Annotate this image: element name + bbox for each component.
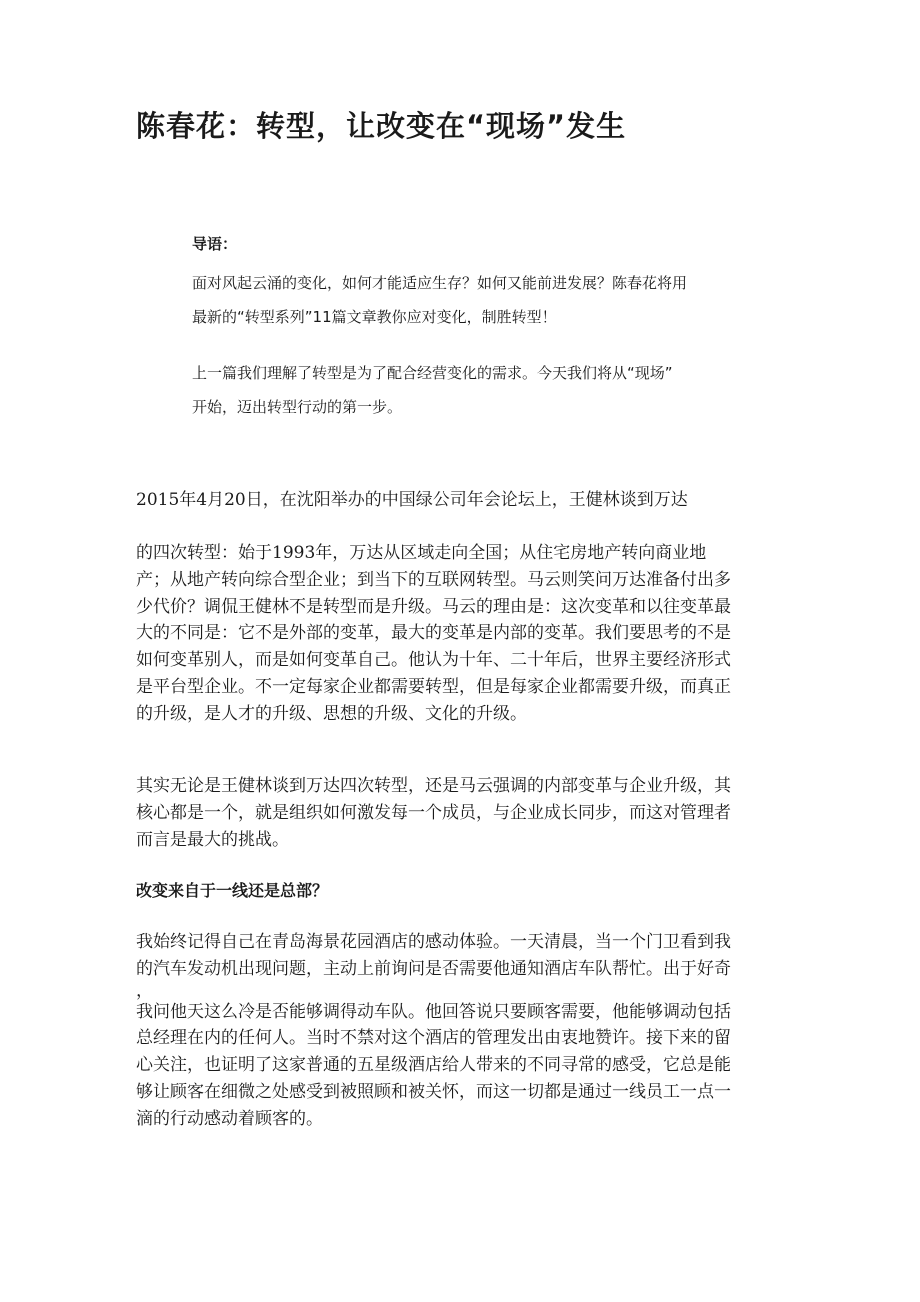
paragraph-3 — [136, 929, 786, 1133]
paragraph-line: 够让顾客在细微之处感受到被照顾和被关怀，而这一切都是通过一线员工一点一 — [136, 1081, 731, 1102]
paragraph-1-lead: 2015年4月20日，在沈阳举办的中国绿公司年会论坛上，王健林谈到万达 — [136, 490, 688, 510]
paragraph-line: 产；从地产转向综合型企业；到当下的互联网转型。马云则笑问万达准备付出多 — [136, 569, 731, 590]
intro-label: 导语： — [192, 235, 238, 253]
paragraph-line: 的汽车发动机出现问题，主动上前询问是否需要他通知酒店车队帮忙。出于好奇 — [136, 958, 731, 979]
paragraph-line: 我始终记得自己在青岛海景花园酒店的感动体验。一天清晨，当一个门卫看到我 — [136, 932, 731, 952]
paragraph-2 — [136, 773, 786, 853]
intro-line: 面对风起云涌的变化，如何才能适应生存？如何又能前进发展？陈春花将用 — [192, 274, 688, 292]
paragraph-line: 核心都是一个，就是组织如何激发每一个成员，与企业成长同步，而这对管理者 — [136, 802, 731, 823]
intro-spacer — [192, 334, 792, 356]
paragraph-line: 如何变革别人，而是如何变革自己。他认为十年、二十年后，世界主要经济形式 — [136, 650, 731, 671]
article-title: 陈春花：转型，让改变在“现场”发生 — [136, 109, 627, 143]
paragraph-1 — [136, 540, 786, 728]
intro-line: 最新的“转型系列”11篇文章教你应对变化，制胜转型！ — [192, 308, 557, 326]
paragraph-line: 的四次转型：始于1993年，万达从区域走向全国；从住宅房地产转向商业地 — [136, 543, 707, 563]
paragraph-line: 心关注，也证明了这家普通的五星级酒店给人带来的不同寻常的感受，它总是能 — [136, 1055, 731, 1076]
paragraph-line: 是平台型企业。不一定每家企业都需要转型，但是每家企业都需要升级，而真正 — [136, 676, 731, 697]
paragraph-line: 而言是最大的挑战。 — [136, 829, 289, 850]
paragraph-line: 总经理在内的任何人。当时不禁对这个酒店的管理发出由衷地赞许。接下来的留 — [136, 1028, 731, 1049]
intro-line: 开始，迈出转型行动的第一步。 — [192, 398, 403, 416]
intro-line: 上一篇我们理解了转型是为了配合经营变化的需求。今天我们将从“现场” — [192, 364, 673, 382]
paragraph-line: 我问他天这么冷是否能够调得动车队。他回答说只要顾客需要，他能够调动包括 — [136, 1001, 731, 1022]
intro-block — [192, 234, 792, 424]
paragraph-line: 其实无论是王健林谈到万达四次转型，还是马云强调的内部变革与企业升级，其 — [136, 776, 731, 796]
paragraph-line: ， — [136, 980, 153, 1001]
section-heading: 改变来自于一线还是总部？ — [136, 881, 329, 900]
paragraph-line: 滴的行动感动着顾客的。 — [136, 1108, 323, 1129]
paragraph-line: 少代价？调侃王健林不是转型而是升级。马云的理由是：这次变革和以往变革最 — [136, 596, 731, 617]
paragraph-line: 大的不同是：它不是外部的变革，最大的变革是内部的变革。我们要思考的不是 — [136, 623, 731, 644]
paragraph-line: 的升级，是人才的升级、思想的升级、文化的升级。 — [136, 703, 527, 724]
